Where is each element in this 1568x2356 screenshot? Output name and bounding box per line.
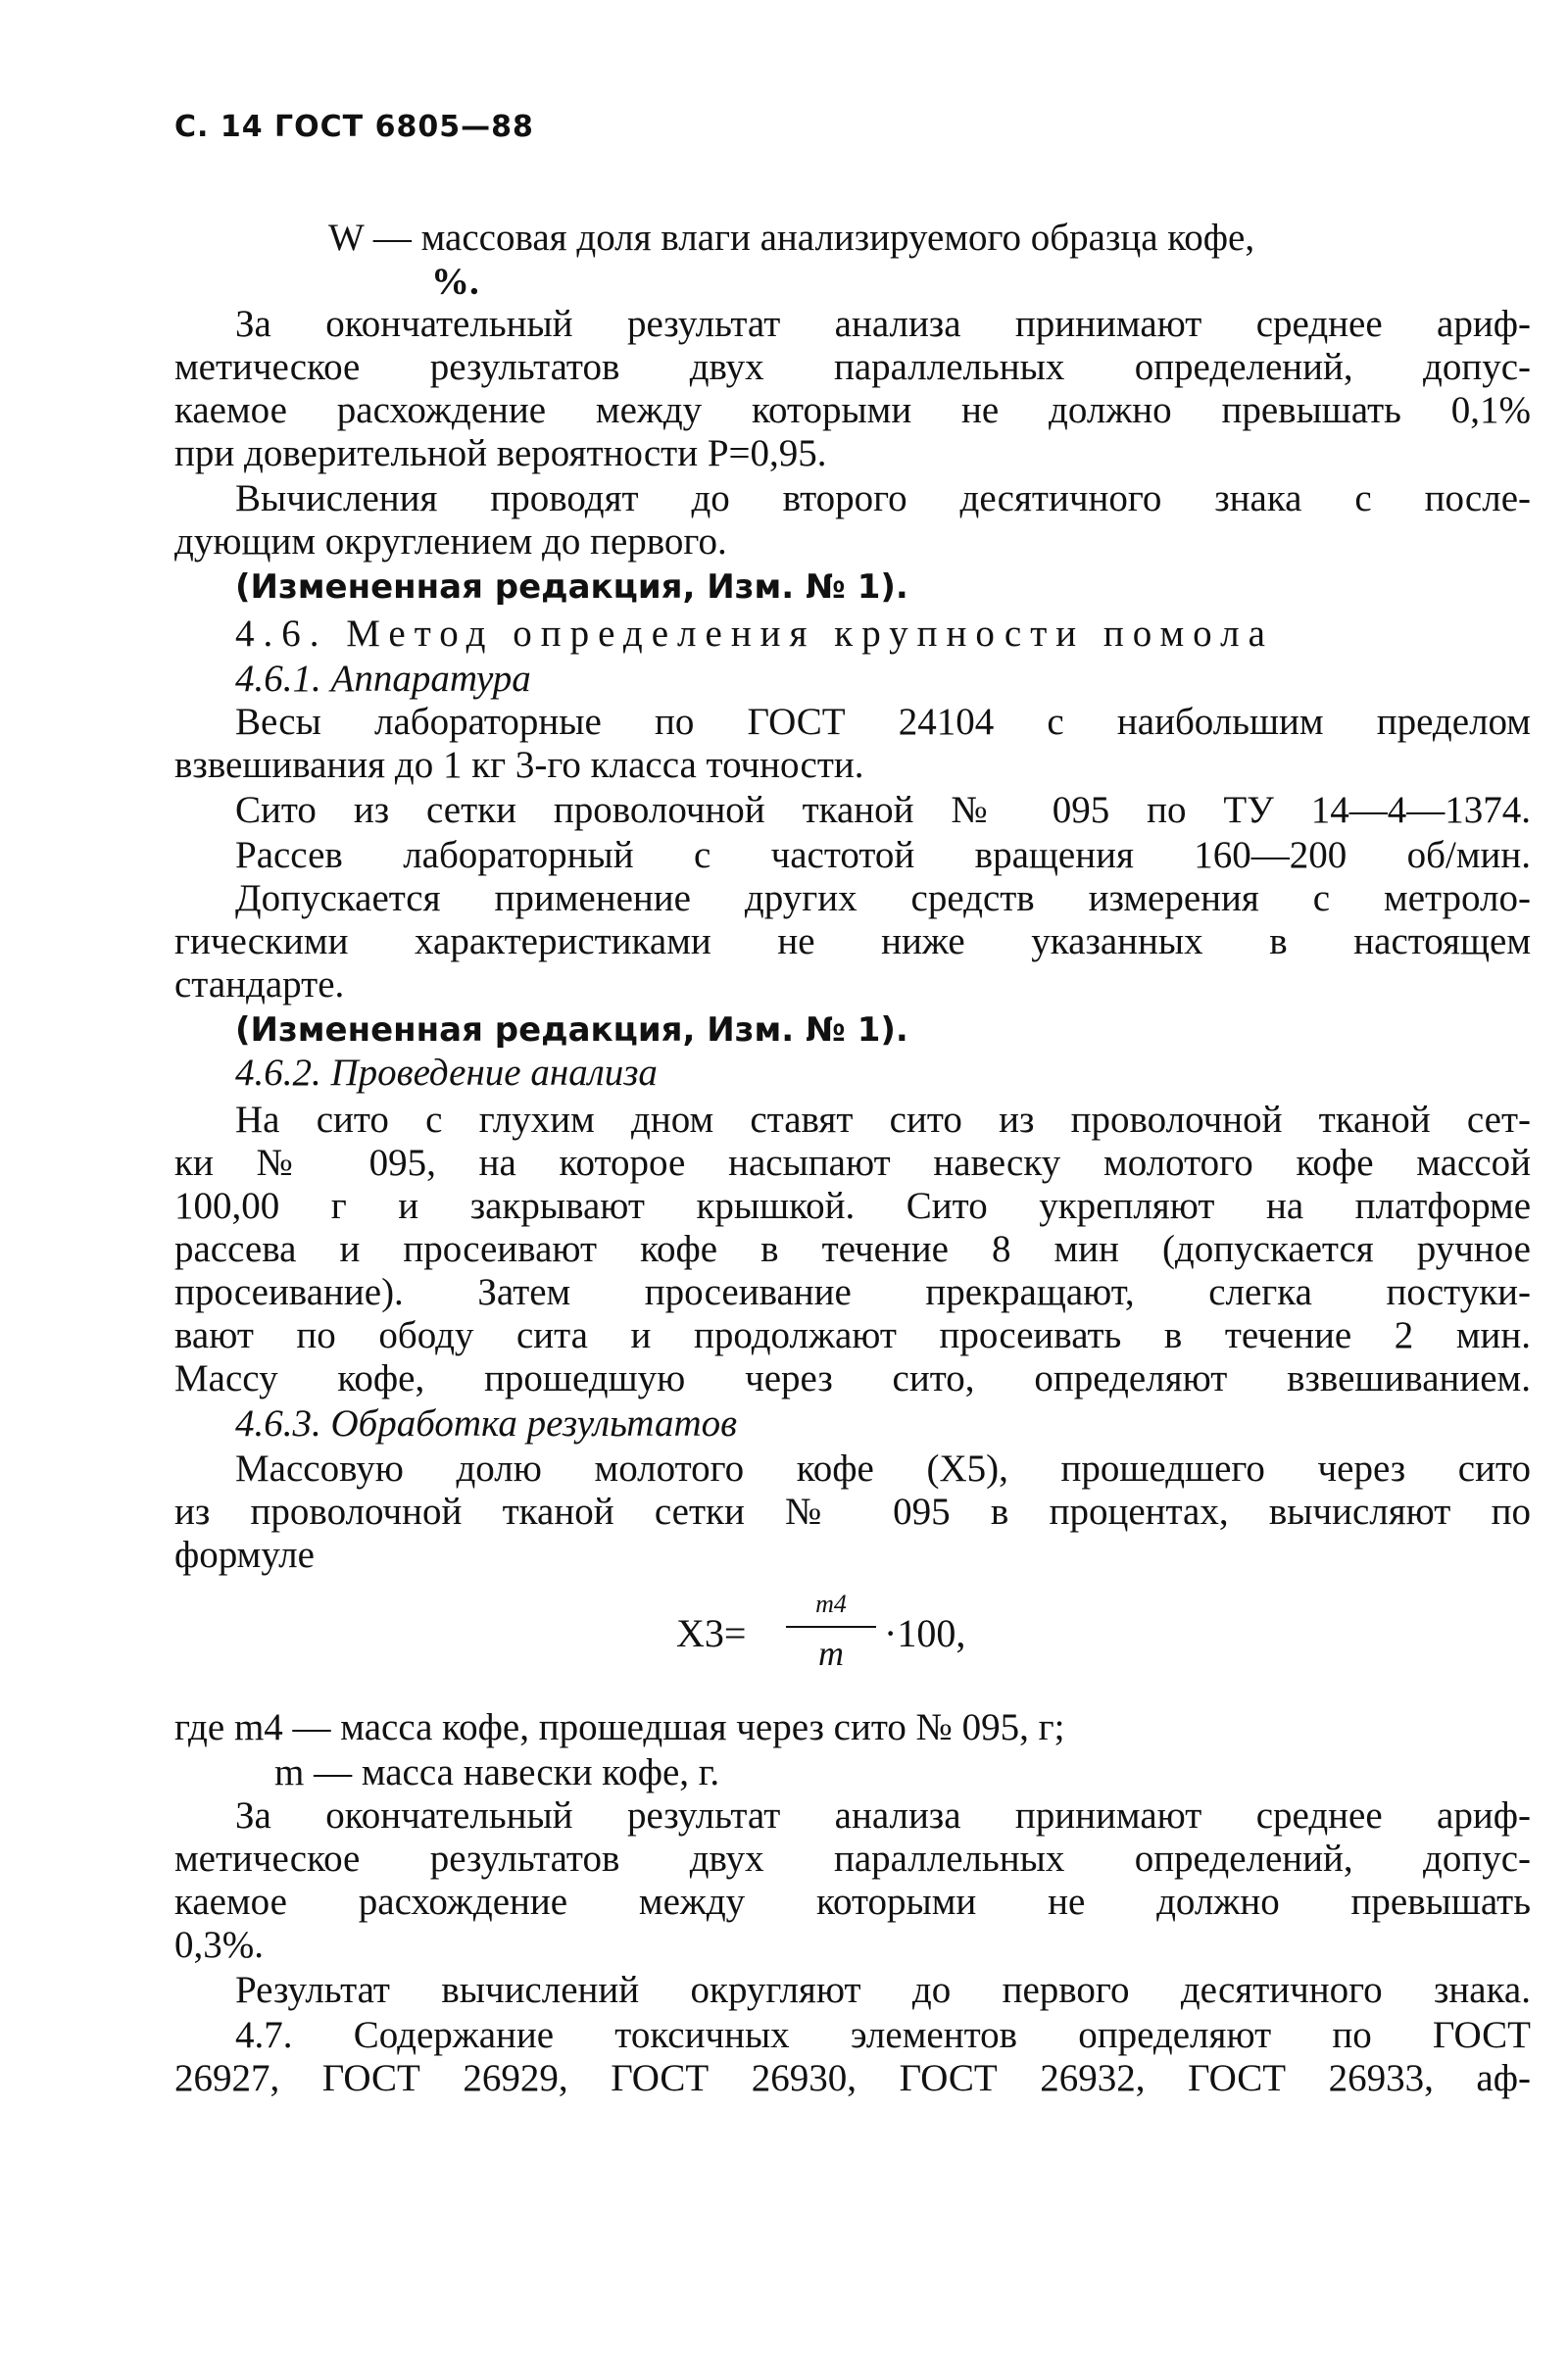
formula-lhs: X3= xyxy=(676,1611,747,1655)
text-line: Весы лабораторные по ГОСТ 24104 с наибольшим пределом xyxy=(235,701,1531,743)
text-line: 100,00 г и закрывают крышкой. Сито укрепляют на платформе xyxy=(174,1185,1531,1227)
formula-fraction xyxy=(782,1583,880,1679)
text-line: формуле xyxy=(174,1534,315,1576)
text-line: каемое расхождение между которыми не должно превышать xyxy=(174,1881,1531,1923)
text-line: вают по ободу сита и продолжают просеивать в течение 2 мин. xyxy=(174,1314,1531,1356)
text-line: Результат вычислений округляют до первого десятичного знака. xyxy=(235,1969,1531,2011)
text-line: Рассев лабораторный с частотой вращения 160—200 об/мин. xyxy=(235,834,1531,876)
text-line: где m4 — масса кофе, прошедшая через сито № 095, г; xyxy=(174,1706,1065,1748)
section-heading: 4.6. Метод определения крупности помола xyxy=(235,613,1274,655)
text-line: За окончательный результат анализа принимают среднее ариф- xyxy=(235,303,1531,345)
text-line: стандарте. xyxy=(174,963,345,1006)
text-line: метическое результатов двух параллельных определений, допус- xyxy=(174,1838,1531,1880)
text-line: Массовую долю молотого кофе (X5), прошедшего через сито xyxy=(235,1448,1531,1490)
text-line: На сито с глухим дном ставят сито из проволочной тканой сет- xyxy=(235,1099,1531,1141)
text-line: просеивание). Затем просеивание прекращают, слегка постуки- xyxy=(174,1271,1531,1313)
formula xyxy=(676,1583,1088,1691)
subsection-heading: 4.6.1. Аппаратура xyxy=(235,658,531,700)
text-line: 26927, ГОСТ 26929, ГОСТ 26930, ГОСТ 26932, ГОСТ 26933, аф- xyxy=(174,2057,1531,2099)
text-line: Сито из сетки проволочной тканой № 095 по ТУ 14—4—1374. xyxy=(235,789,1531,831)
running-head: С. 14 ГОСТ 6805—88 xyxy=(174,110,534,144)
text-line: при доверительной вероятности P=0,95. xyxy=(174,432,827,474)
text-line: взвешивания до 1 кг 3-го класса точности. xyxy=(174,744,864,786)
formula-denominator: m xyxy=(818,1634,844,1673)
text-line: из проволочной тканой сетки № 095 в процентах, вычисляют по xyxy=(174,1491,1531,1533)
text-line: За окончательный результат анализа принимают среднее ариф- xyxy=(235,1794,1531,1837)
subsection-heading: 4.6.3. Обработка результатов xyxy=(235,1402,738,1445)
formula-rhs: ·100, xyxy=(884,1611,966,1655)
subsection-heading: 4.6.2. Проведение анализа xyxy=(235,1052,658,1094)
text-line: ки № 095, на которое насыпают навеску молотого кофе массой xyxy=(174,1142,1531,1184)
revision-note: (Измененная редакция, Изм. № 1). xyxy=(235,1010,908,1050)
text-line: 4.7. Содержание токсичных элементов определяют по ГОСТ xyxy=(235,2014,1531,2056)
text-line: Массу кофе, прошедшую через сито, определяют взвешиванием. xyxy=(174,1357,1531,1399)
formula-numerator: m4 xyxy=(815,1590,847,1618)
text-line: метическое результатов двух параллельных определений, допус- xyxy=(174,346,1531,388)
text-line: m — масса навески кофе, г. xyxy=(274,1751,720,1793)
text-line: каемое расхождение между которыми не должно превышать 0,1% xyxy=(174,389,1531,431)
text-line: рассева и просеивают кофе в течение 8 мин (допускается ручное xyxy=(174,1228,1531,1270)
text-line: W — массовая доля влаги анализируемого образца кофе, xyxy=(328,217,1255,259)
text-line: 0,3%. xyxy=(174,1924,264,1966)
text-line: Допускается применение других средств измерения с метроло- xyxy=(235,877,1531,919)
text-line: дующим округлением до первого. xyxy=(174,520,727,563)
text-line: гическими характеристиками не ниже указанных в настоящем xyxy=(174,920,1531,962)
text-line: Вычисления проводят до второго десятичного знака с после- xyxy=(235,477,1531,519)
text-line: %. xyxy=(431,261,479,303)
revision-note: (Измененная редакция, Изм. № 1). xyxy=(235,567,908,607)
